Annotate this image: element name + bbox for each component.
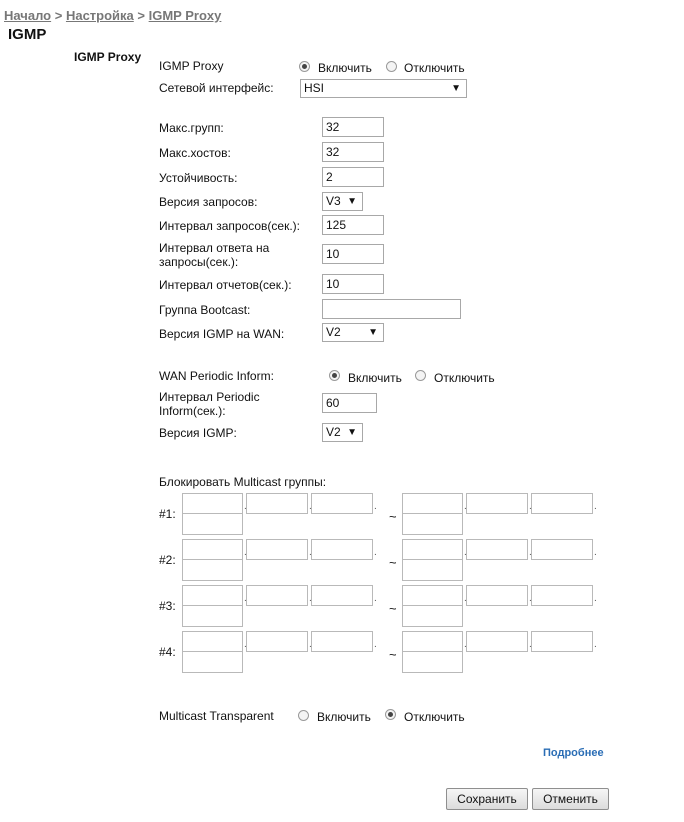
cancel-button[interactable]: Отменить	[532, 788, 609, 810]
query-version-value: V3	[326, 194, 341, 208]
max-hosts-label: Макс.хостов:	[159, 146, 231, 160]
ip-octet-lower-field[interactable]	[182, 605, 243, 627]
query-version-label: Версия запросов:	[159, 195, 258, 209]
ip-dot-separator: .	[464, 547, 467, 558]
multicast-transparent-label: Multicast Transparent	[159, 709, 274, 723]
ip-octet-input[interactable]	[466, 493, 528, 514]
robustness-input[interactable]	[322, 167, 384, 187]
ip-dot-separator: .	[594, 547, 597, 558]
ip-dot-separator: .	[244, 593, 247, 604]
breadcrumb-settings-link[interactable]: Настройка	[65, 8, 134, 23]
query-interval-input[interactable]	[322, 215, 384, 235]
periodic-interval-label-2: Inform(сек.):	[159, 404, 226, 418]
bootcast-group-label: Группа Bootcast:	[159, 303, 251, 317]
ip-octet-lower-field[interactable]	[402, 559, 463, 581]
igmp-version-value: V2	[326, 425, 341, 439]
block-row-label: #4:	[159, 645, 176, 659]
ip-dot-separator: .	[594, 639, 597, 650]
ip-dot-separator: .	[529, 639, 532, 650]
range-separator: ~	[389, 601, 397, 616]
wan-periodic-label: WAN Periodic Inform:	[159, 369, 274, 383]
dropdown-arrow-icon: ▼	[451, 83, 461, 94]
ip-octet-input[interactable]	[311, 631, 373, 652]
range-separator: ~	[389, 509, 397, 524]
block-groups-title: Блокировать Multicast группы:	[159, 475, 327, 489]
more-info-link[interactable]: Подробнее	[543, 747, 604, 759]
max-groups-input[interactable]	[322, 117, 384, 137]
igmp-proxy-disable-radio[interactable]	[386, 61, 397, 72]
response-interval-input[interactable]	[322, 244, 384, 264]
ip-dot-separator: .	[464, 639, 467, 650]
max-groups-label: Макс.групп:	[159, 121, 224, 135]
range-separator: ~	[389, 647, 397, 662]
igmp-proxy-label: IGMP Proxy	[159, 59, 224, 73]
ip-octet-input[interactable]	[531, 493, 593, 514]
breadcrumb-separator: >	[137, 8, 145, 23]
breadcrumb-separator: >	[54, 8, 63, 23]
ip-octet-input[interactable]	[531, 539, 593, 560]
wan-igmp-version-value: V2	[326, 325, 341, 339]
ip-dot-separator: .	[309, 639, 312, 650]
robustness-label: Устойчивость:	[159, 171, 238, 185]
page-title: IGMP	[8, 26, 47, 43]
ip-dot-separator: .	[309, 501, 312, 512]
multicast-transparent-disable-label: Отключить	[404, 710, 465, 724]
ip-octet-input[interactable]	[311, 493, 373, 514]
igmp-proxy-disable-label: Отключить	[404, 61, 465, 75]
ip-octet-lower-field[interactable]	[182, 559, 243, 581]
ip-dot-separator: .	[374, 501, 377, 512]
ip-octet-input[interactable]	[466, 585, 528, 606]
ip-octet-input[interactable]	[466, 539, 528, 560]
periodic-interval-label-1: Интервал Periodic	[159, 390, 260, 404]
report-interval-label: Интервал отчетов(сек.):	[159, 278, 292, 292]
multicast-transparent-enable-label: Включить	[317, 710, 371, 724]
ip-octet-input[interactable]	[311, 539, 373, 560]
ip-octet-input[interactable]	[246, 631, 308, 652]
response-interval-label-1: Интервал ответа на	[159, 241, 270, 255]
ip-octet-lower-field[interactable]	[402, 605, 463, 627]
igmp-version-select[interactable]	[322, 423, 363, 442]
dropdown-arrow-icon: ▼	[347, 427, 357, 438]
ip-octet-input[interactable]	[531, 631, 593, 652]
ip-octet-input[interactable]	[246, 539, 308, 560]
net-iface-select[interactable]	[300, 79, 467, 98]
report-interval-input[interactable]	[322, 274, 384, 294]
ip-dot-separator: .	[309, 547, 312, 558]
igmp-proxy-enable-radio[interactable]	[299, 61, 310, 72]
multicast-transparent-disable-radio[interactable]	[385, 709, 396, 720]
net-iface-label: Сетевой интерфейс:	[159, 81, 274, 95]
wan-periodic-disable-label: Отключить	[434, 371, 495, 385]
ip-dot-separator: .	[529, 593, 532, 604]
ip-dot-separator: .	[464, 593, 467, 604]
net-iface-value: HSI	[304, 81, 325, 95]
bootcast-group-input[interactable]	[322, 299, 461, 319]
block-row-label: #1:	[159, 507, 176, 521]
igmp-version-label: Версия IGMP:	[159, 426, 237, 440]
ip-octet-input[interactable]	[466, 631, 528, 652]
ip-dot-separator: .	[594, 593, 597, 604]
breadcrumb-home-link[interactable]: Начало	[4, 8, 52, 23]
periodic-interval-input[interactable]	[322, 393, 377, 413]
ip-dot-separator: .	[374, 593, 377, 604]
ip-dot-separator: .	[374, 639, 377, 650]
ip-dot-separator: .	[464, 501, 467, 512]
wan-periodic-disable-radio[interactable]	[415, 370, 426, 381]
wan-igmp-version-label: Версия IGMP на WAN:	[159, 327, 285, 341]
ip-dot-separator: .	[309, 593, 312, 604]
ip-octet-input[interactable]	[531, 585, 593, 606]
ip-octet-input[interactable]	[246, 493, 308, 514]
multicast-transparent-enable-radio[interactable]	[298, 710, 309, 721]
response-interval-label-2: запросы(сек.):	[159, 255, 239, 269]
ip-dot-separator: .	[529, 501, 532, 512]
ip-dot-separator: .	[529, 547, 532, 558]
dropdown-arrow-icon: ▼	[368, 327, 378, 338]
wan-periodic-enable-radio[interactable]	[329, 370, 340, 381]
igmp-proxy-enable-label: Включить	[318, 61, 372, 75]
ip-octet-input[interactable]	[311, 585, 373, 606]
ip-dot-separator: .	[374, 547, 377, 558]
ip-octet-lower-field[interactable]	[182, 651, 243, 673]
ip-dot-separator: .	[594, 501, 597, 512]
ip-dot-separator: .	[244, 501, 247, 512]
query-version-select[interactable]	[322, 192, 363, 211]
breadcrumb	[4, 8, 221, 23]
block-row-label: #3:	[159, 599, 176, 613]
range-separator: ~	[389, 555, 397, 570]
ip-dot-separator: .	[244, 547, 247, 558]
ip-octet-lower-field[interactable]	[402, 651, 463, 673]
max-hosts-input[interactable]	[322, 142, 384, 162]
section-title: IGMP Proxy	[74, 50, 142, 64]
ip-octet-lower-field[interactable]	[402, 513, 463, 535]
ip-octet-lower-field[interactable]	[182, 513, 243, 535]
dropdown-arrow-icon: ▼	[347, 196, 357, 207]
save-button[interactable]: Сохранить	[446, 788, 528, 810]
ip-octet-input[interactable]	[246, 585, 308, 606]
ip-dot-separator: .	[244, 639, 247, 650]
block-row-label: #2:	[159, 553, 176, 567]
query-interval-label: Интервал запросов(сек.):	[159, 219, 300, 233]
wan-periodic-enable-label: Включить	[348, 371, 402, 385]
wan-igmp-version-select[interactable]	[322, 323, 384, 342]
breadcrumb-current-link[interactable]: IGMP Proxy	[148, 8, 222, 23]
